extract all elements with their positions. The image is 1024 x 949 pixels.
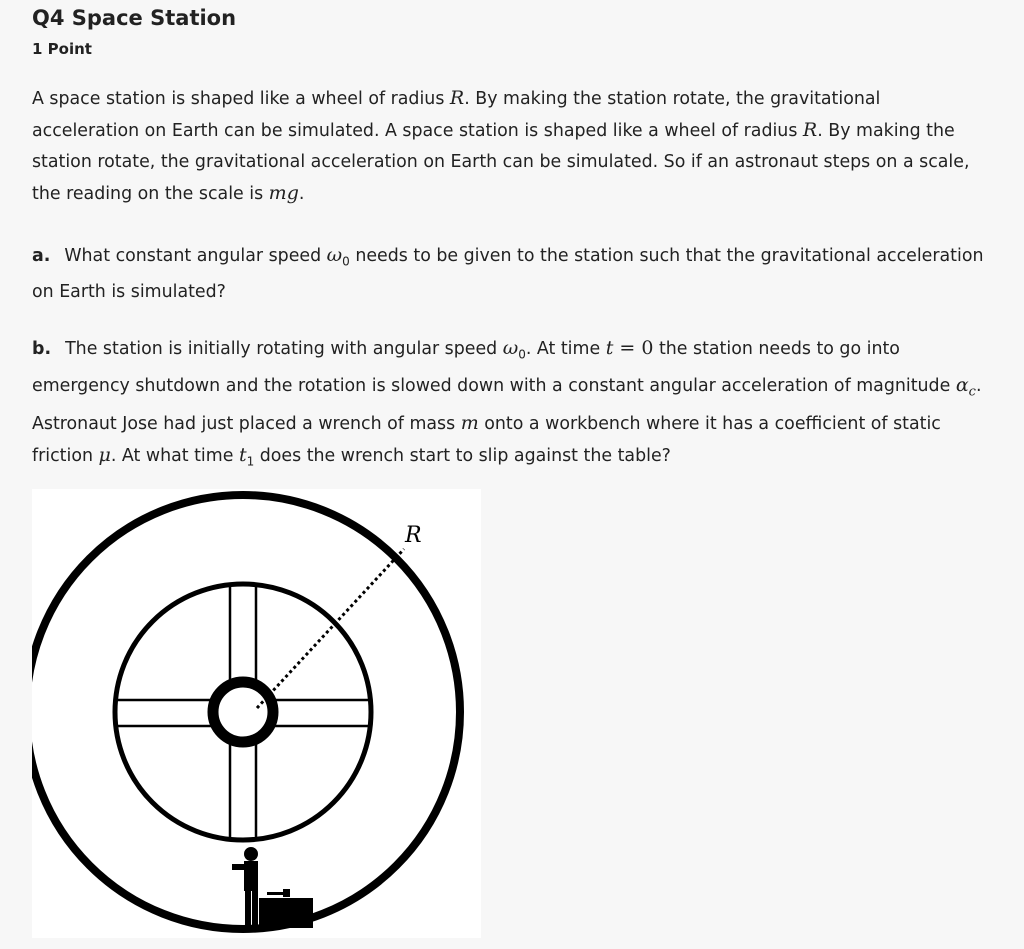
intro-paragraph: A space station is shaped like a wheel of radius R. By making the station rotate, the gravitational acceleration on Earth can be simulated. A space station is shaped like a wheel of radius R. By making the station rotate, the gravitational acceleration on Earth can be simulated. So if an astronaut steps on a scale, the reading on the scale is mg. xyxy=(32,87,970,204)
radius-label: R xyxy=(405,523,422,548)
wrench-icon xyxy=(267,889,290,897)
radius-line xyxy=(257,549,404,708)
astronaut-icon xyxy=(232,847,258,929)
workbench xyxy=(259,898,313,928)
question-title: Q4 Space Station xyxy=(32,6,237,30)
question-a: a. What constant angular speed $\omega_0$ needs to be given to the station such that the gravitational acceleration on Earth is simulated? xyxy=(32,244,984,303)
space-station-figure xyxy=(32,489,481,938)
question-b: b. The station is initially rotating with angular speed $\omega_0$. At time t = 0 the station needs to go into emergency shutdown and the rotation is slowed down with a constant angular acceleration of magnitude $\alpha_c$. Astronaut Jose had just placed a wrench of mass m onto a workbench where it has a coefficient of static friction μ. At what time $t_1$ does the wrench start to slip against the table? xyxy=(32,337,982,469)
points-label: 1 Point xyxy=(32,40,92,58)
hub xyxy=(213,682,273,742)
question-a-label: a. xyxy=(32,246,51,266)
question-b-label: b. xyxy=(32,339,52,359)
space-station-diagram xyxy=(32,489,481,938)
